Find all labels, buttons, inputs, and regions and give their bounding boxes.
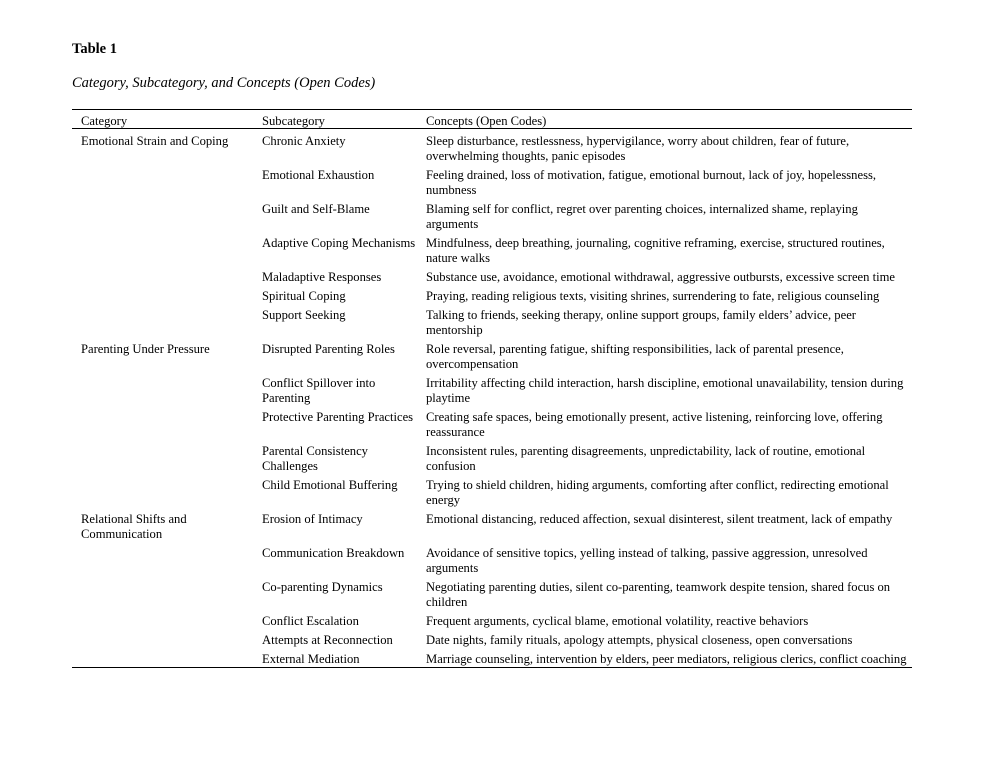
header-subcategory: Subcategory [262,114,325,128]
concepts-cell: Sleep disturbance, restlessness, hypervigilance, worry about children, fear of future, overwhelming thoughts, panic episodes [426,134,850,163]
subcategory-cell: Maladaptive Responses [262,270,382,284]
subcategory-cell: Attempts at Reconnection [262,633,393,647]
concepts-cell: Avoidance of sensitive topics, yelling instead of talking, passive aggression, unresolved arguments [426,546,868,575]
concepts-cell: Emotional distancing, reduced affection, sexual disinterest, silent treatment, lack of empathy [426,512,893,526]
table-row [72,129,912,164]
subcategory-cell: Support Seeking [262,308,346,322]
table-row [72,576,912,610]
category-cell: Emotional Strain and Coping [81,134,229,148]
codes-table [72,109,912,668]
category-cell [72,308,253,338]
header-concepts: Concepts (Open Codes) [426,114,547,128]
concepts-cell: Negotiating parenting duties, silent co-parenting, teamwork despite tension, shared focus on children [426,580,891,609]
category-cell: Parenting Under Pressure [81,342,210,356]
concepts-cell: Blaming self for conflict, regret over parenting choices, internalized shame, replaying arguments [426,202,858,231]
subcategory-cell: Erosion of Intimacy [262,512,363,526]
header-category: Category [81,114,128,128]
table-row [72,610,912,629]
table-row [72,266,912,285]
table-header-row [72,110,912,129]
concepts-cell: Marriage counseling, intervention by elders, peer mediators, religious clerics, conflict coaching [426,652,907,666]
category-cell [72,410,253,440]
concepts-cell: Role reversal, parenting fatigue, shifting responsibilities, lack of parental presence, overcompensation [426,342,844,371]
table-row [72,232,912,266]
table-row [72,648,912,667]
category-cell [72,546,253,576]
table-row [72,372,912,406]
table-row [72,406,912,440]
concepts-cell: Irritability affecting child interaction, harsh discipline, emotional unavailability, tension during playtime [426,376,904,405]
table-caption: Category, Subcategory, and Concepts (Open Codes) [72,75,376,91]
subcategory-cell: Conflict Spillover into Parenting [262,376,376,405]
subcategory-cell: Communication Breakdown [262,546,405,560]
table-row [72,629,912,648]
table-row [72,440,912,474]
subcategory-cell: Chronic Anxiety [262,134,346,148]
concepts-cell: Feeling drained, loss of motivation, fatigue, emotional burnout, lack of joy, hopelessness, numbness [426,168,877,197]
subcategory-cell: Emotional Exhaustion [262,168,375,182]
category-cell [72,633,253,648]
category-cell: Relational Shifts and Communication [81,512,187,541]
category-cell [72,236,253,266]
subcategory-cell: Conflict Escalation [262,614,359,628]
subcategory-cell: Spiritual Coping [262,289,346,303]
subcategory-cell: External Mediation [262,652,360,666]
subcategory-cell: Adaptive Coping Mechanisms [262,236,416,250]
category-cell [72,478,253,508]
category-cell [72,289,253,304]
concepts-cell: Inconsistent rules, parenting disagreements, unpredictability, lack of routine, emotional confusion [426,444,866,473]
concepts-cell: Substance use, avoidance, emotional withdrawal, aggressive outbursts, excessive screen time [426,270,895,284]
subcategory-cell: Co-parenting Dynamics [262,580,383,594]
table-row [72,474,912,508]
subcategory-cell: Child Emotional Buffering [262,478,398,492]
category-cell [72,376,253,406]
table-row [72,338,912,372]
subcategory-cell: Protective Parenting Practices [262,410,414,424]
category-cell [72,614,253,629]
category-cell [72,270,253,285]
table-label: Table 1 [72,41,117,57]
subcategory-cell: Disrupted Parenting Roles [262,342,395,356]
category-cell [72,168,253,198]
table-row [72,542,912,576]
subcategory-cell: Parental Consistency Challenges [262,444,368,473]
category-cell [72,580,253,610]
category-cell [72,444,253,474]
table-row [72,304,912,338]
category-cell [72,652,253,667]
concepts-cell: Praying, reading religious texts, visiting shrines, surrendering to fate, religious counseling [426,289,880,303]
table-row [72,164,912,198]
table-row [72,508,912,542]
subcategory-cell: Guilt and Self-Blame [262,202,370,216]
category-cell [72,202,253,232]
table-row [72,285,912,304]
concepts-cell: Talking to friends, seeking therapy, online support groups, family elders’ advice, peer mentorship [426,308,856,337]
concepts-cell: Frequent arguments, cyclical blame, emotional volatility, reactive behaviors [426,614,809,628]
concepts-cell: Trying to shield children, hiding arguments, comforting after conflict, redirecting emotional energy [426,478,889,507]
table-body [72,129,912,667]
concepts-cell: Mindfulness, deep breathing, journaling, cognitive reframing, exercise, structured routines, nature walks [426,236,885,265]
table-row [72,198,912,232]
concepts-cell: Date nights, family rituals, apology attempts, physical closeness, open conversations [426,633,853,647]
concepts-cell: Creating safe spaces, being emotionally present, active listening, reinforcing love, offering reassurance [426,410,883,439]
